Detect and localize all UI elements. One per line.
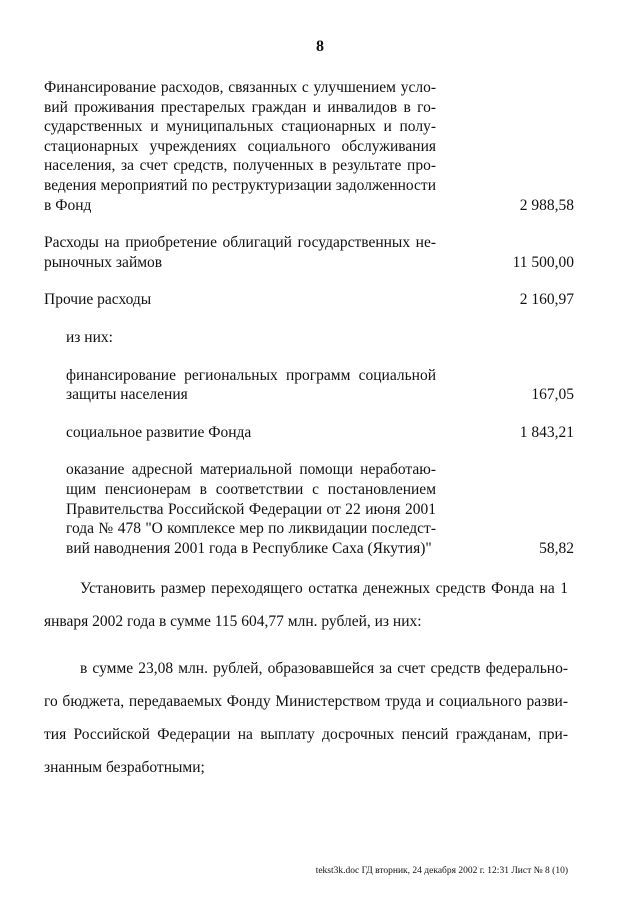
page-number: 8: [316, 38, 324, 55]
expense-subitem: [66, 366, 574, 405]
expense-item-text: Расходы на приобретение облигаций государственных не-рыночных займов: [44, 234, 436, 271]
expense-subitem-amount: 1 843,21: [519, 423, 574, 441]
body-paragraph: Установить размер переходящего остатка денежных средств Фонда на 1 января 2002 года в сумме 115 604,77 млн. рублей, из них:: [44, 580, 568, 630]
expense-subitem-amount: 167,05: [531, 386, 574, 404]
expense-item: [44, 78, 574, 215]
expense-item-amount: 11 500,00: [512, 253, 574, 271]
expense-subitem: [66, 460, 574, 558]
expense-item-text: Финансирование расходов, связанных с улучшением усло-вий проживания престарелых граждан и инвалидов в го-сударственных и муниципальных стационарных и полу-стационарных учреждениях социального обслуживания населения, за счет средств, полученных в результате про-ведения мероприятий по реструктуризации задолженности в Фонд: [44, 79, 436, 214]
expense-item: [44, 233, 574, 272]
expense-item-text: Прочие расходы: [44, 291, 152, 309]
expense-subitem: [66, 423, 574, 443]
expense-subitem-text: социальное развитие Фонда: [66, 423, 252, 441]
body-paragraph: в сумме 23,08 млн. рублей, образовавшейся за счет средств федерально-го бюджета, передаваемых Фонду Министерством труда и социального разви-тия Российской Федерации на выплату досрочных пенсий гражданам, при-знанным безработными;: [44, 660, 568, 776]
expense-subitem-text: финансирование региональных программ социальной защиты населения: [66, 366, 436, 404]
expense-items: [44, 78, 574, 576]
subitems-heading: [44, 328, 574, 348]
expense-subitem-text: оказание адресной материальной помощи неработаю-щим пенсионерам в соответствии с постановлением Правительства Российской Федерации от 22 июня 2001 года № 478 "О комплексе мер по ликвидации последст-вий наводнения 2001 года в Республике Саха (Якутия)": [66, 461, 436, 557]
expense-item-amount: 2 988,58: [519, 196, 574, 214]
expense-subitem-amount: 58,82: [539, 539, 574, 557]
expense-item-amount: 2 160,97: [519, 291, 574, 309]
body-paragraphs: [44, 572, 568, 798]
document-footer: tekst3k.doc ГД вторник, 24 декабря 2002 г. 12:31 Лист № 8 (10): [315, 866, 568, 876]
subitems-heading-text: из них:: [66, 328, 113, 346]
expense-item: [44, 290, 574, 310]
